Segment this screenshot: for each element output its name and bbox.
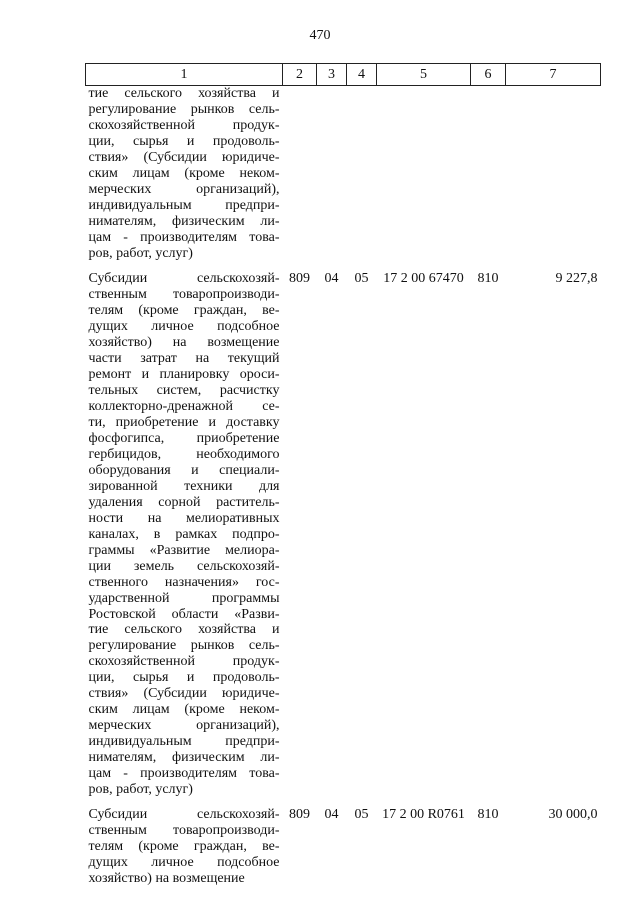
description-line: мерческих организаций), [88, 181, 280, 197]
description-line: Субсидии сельскохозяй- [88, 271, 280, 287]
cell-subsection: 05 [354, 271, 369, 287]
column-header: 1 [86, 64, 283, 86]
cell-code: 809 [289, 806, 310, 822]
description-line: ским лицам (кроме неком- [88, 702, 280, 718]
description-line: ударственной программы [88, 590, 280, 606]
description-line: индивидуальным предпри- [88, 734, 280, 750]
cell-code: 809 [289, 271, 310, 287]
cell-section: 04 [324, 271, 339, 287]
page-number: 470 [309, 28, 331, 43]
description-line: индивидуальным предпри- [88, 197, 280, 213]
description-line: ции, сырья и продоволь- [88, 670, 280, 686]
cell-target-article [377, 86, 471, 272]
description-line: ствия» (Субсидии юридиче- [88, 149, 280, 165]
description-line: тие сельского хозяйства и [88, 622, 280, 638]
description-line: каналах, в рамках подпро- [88, 526, 280, 542]
description-line: ственным товаропроизводи- [88, 287, 280, 303]
cell-target-article: 17 2 00 67470 [383, 271, 464, 287]
description-line: нимателям, физическим ли- [88, 213, 280, 229]
description-line: гербицидов, необходимого [88, 446, 280, 462]
description-line: телям (кроме граждан, ве- [88, 303, 280, 319]
cell-code [283, 86, 317, 272]
description-line: мерческих организаций), [88, 718, 280, 734]
description-line: телям (кроме граждан, ве- [88, 838, 280, 854]
description-line: цам - производителям това- [88, 229, 280, 245]
description-line: ремонт и планировку ороси- [88, 367, 280, 383]
description-line: регулирование рынков сель- [88, 101, 280, 117]
description-line: Ростовской области «Разви- [88, 606, 280, 622]
description-line: тельных систем, расчистку [88, 383, 280, 399]
description-line: ти, приобретение и доставку [88, 415, 280, 431]
table-row [86, 807, 601, 896]
description-line: оборудования и специали- [88, 462, 280, 478]
table-row [86, 86, 601, 272]
description-line: Субсидии сельскохозяй- [88, 806, 280, 822]
cell-section [317, 86, 347, 272]
description-line: регулирование рынков сель- [88, 638, 280, 654]
description-line: граммы «Развитие мелиора- [88, 542, 280, 558]
column-header: 4 [347, 64, 377, 86]
header-row [86, 64, 601, 86]
description-line: ров, работ, услуг) [88, 781, 193, 797]
description-line: дущих личное подсобное [88, 854, 280, 870]
row-description [86, 271, 283, 806]
description-line: дущих личное подсобное [88, 319, 280, 335]
row-description [86, 807, 283, 896]
description-line: скохозяйственной продук- [88, 654, 280, 670]
description-line: ции земель сельскохозяй- [88, 558, 280, 574]
column-header: 5 [377, 64, 471, 86]
row-description [86, 86, 283, 272]
cell-expense-type: 810 [477, 271, 499, 287]
cell-amount: 9 227,8 [555, 271, 598, 287]
table-row [86, 271, 601, 806]
description-line: тие сельского хозяйства и [88, 86, 280, 101]
description-line: хозяйство) на возмещение [88, 335, 280, 351]
description-line: ственного назначения» гос- [88, 574, 280, 590]
description-line: скохозяйственной продук- [88, 117, 280, 133]
cell-target-article: 17 2 00 R0761 [382, 806, 465, 822]
description-line: ствия» (Субсидии юридиче- [88, 686, 280, 702]
cell-section: 04 [324, 806, 339, 822]
description-line: ским лицам (кроме неком- [88, 165, 280, 181]
description-line: части затрат на текущий [88, 351, 280, 367]
cell-subsection: 05 [354, 806, 369, 822]
cell-subsection [347, 86, 377, 272]
description-line: зированной техники для [88, 478, 280, 494]
cell-expense-type [471, 86, 506, 272]
description-line: ции, сырья и продоволь- [88, 133, 280, 149]
description-line: ственным товаропроизводи- [88, 822, 280, 838]
description-line: фосфогипса, приобретение [88, 431, 280, 447]
cell-expense-type: 810 [477, 806, 499, 822]
column-header: 6 [471, 64, 506, 86]
cell-amount: 30 000,0 [548, 806, 598, 822]
budget-table [85, 63, 601, 896]
description-line: коллекторно-дренажной се- [88, 399, 280, 415]
description-line: ности на мелиоративных [88, 510, 280, 526]
description-line: удаления сорной раститель- [88, 494, 280, 510]
column-header: 2 [283, 64, 317, 86]
description-line: хозяйство) на возмещение [88, 870, 245, 886]
cell-amount [506, 86, 601, 272]
column-header: 3 [317, 64, 347, 86]
description-line: ров, работ, услуг) [88, 245, 193, 261]
description-line: цам - производителям това- [88, 766, 280, 782]
column-header: 7 [506, 64, 601, 86]
description-line: нимателям, физическим ли- [88, 750, 280, 766]
